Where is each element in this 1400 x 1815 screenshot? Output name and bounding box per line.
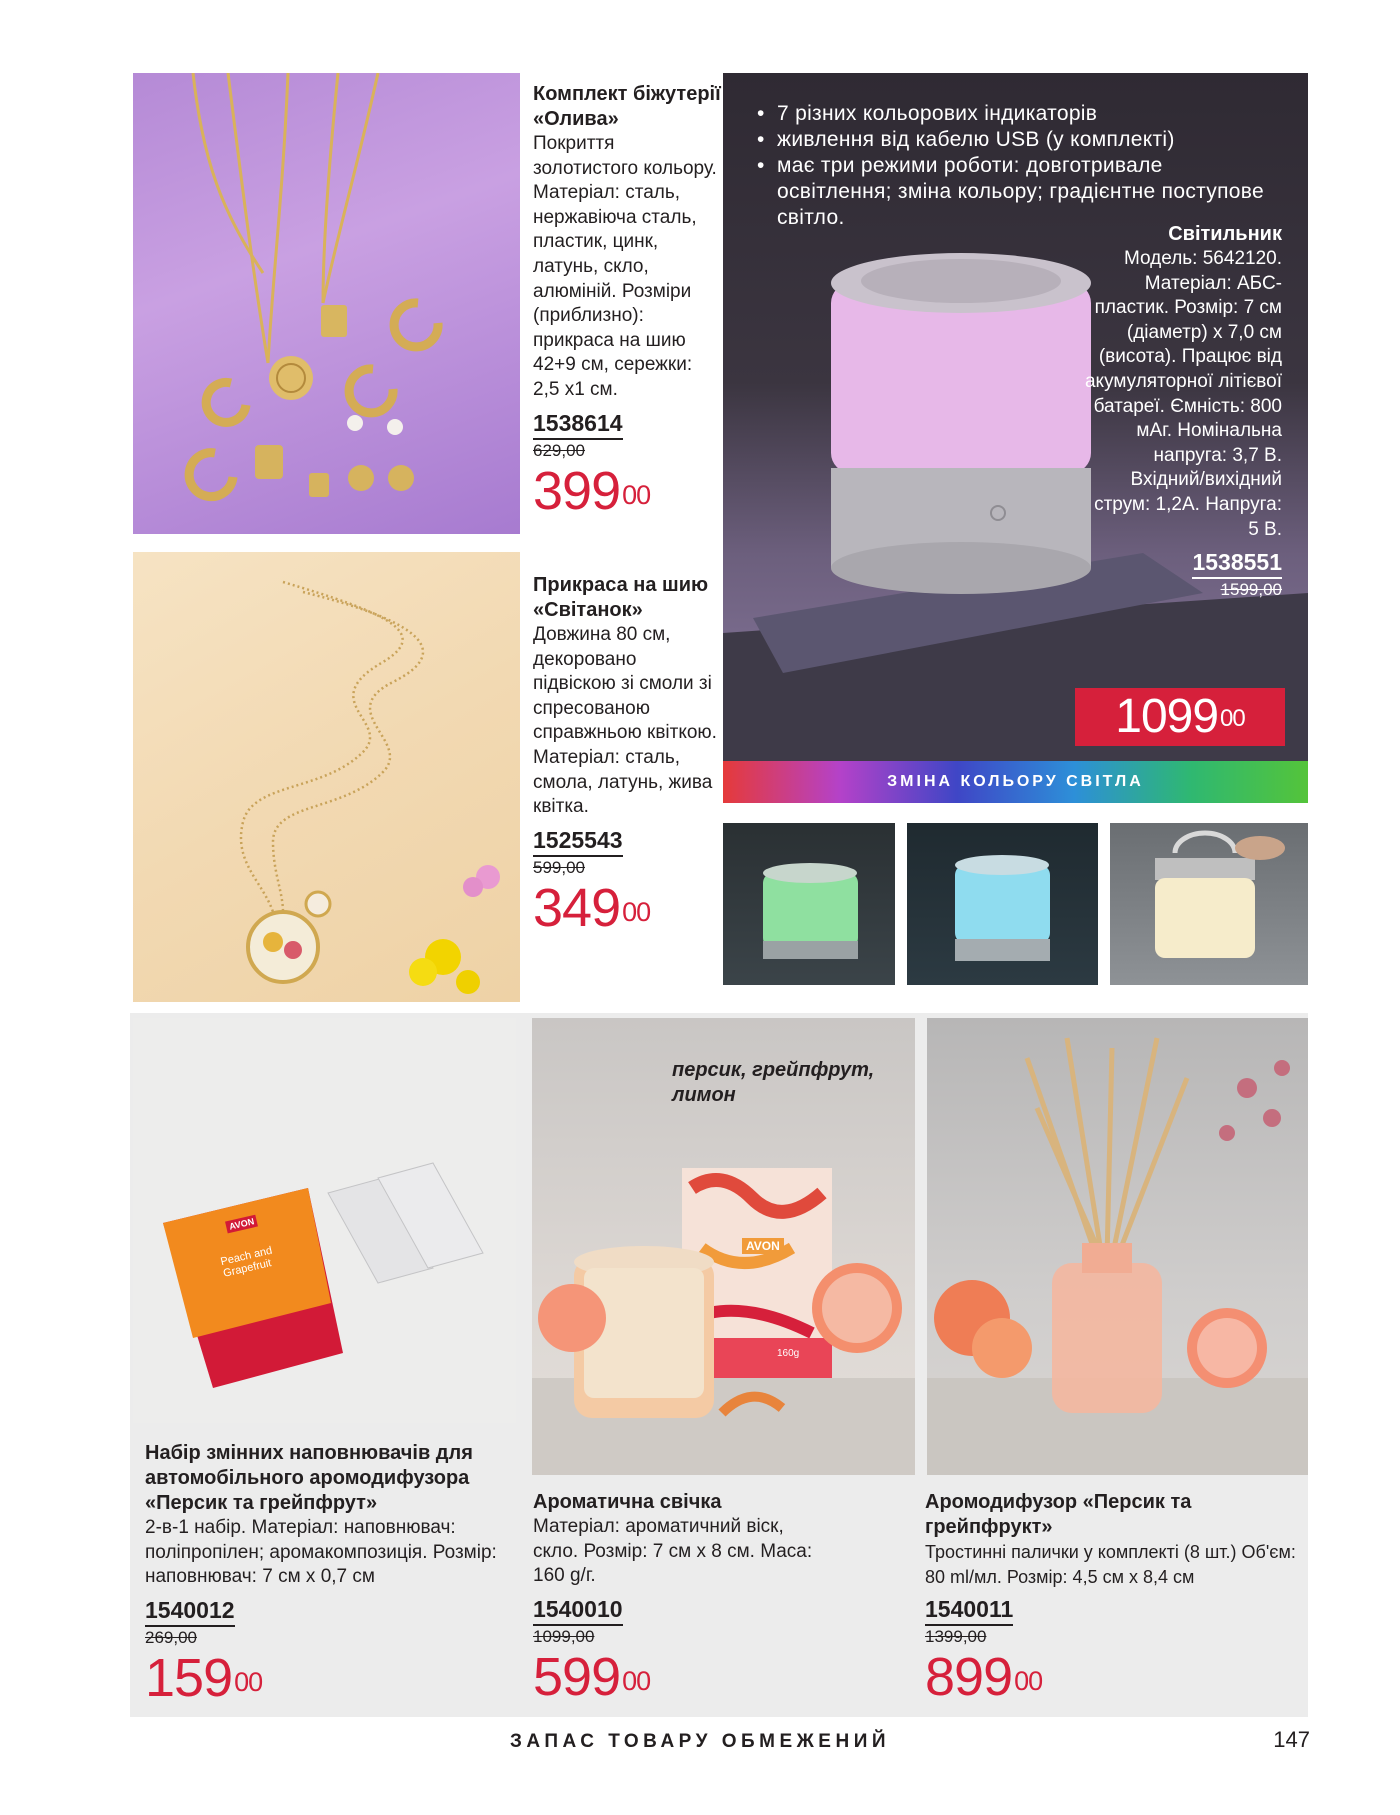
lamp-bullet: • живлення від кабелю USB (у комплекті) bbox=[757, 128, 1175, 151]
candle-old-price: 1099,00 bbox=[533, 1626, 595, 1646]
lamp-info bbox=[1082, 222, 1282, 601]
refills-info bbox=[145, 1441, 525, 1707]
necklace-code: 1525543 bbox=[533, 826, 623, 857]
diffuser-description: Тростинні палички у комплекті (8 шт.) Об'єм: 80 ml/мл. Розмір: 4,5 см х 8,4 см bbox=[925, 1542, 1296, 1587]
necklace-price: $349^{00}$ bbox=[533, 877, 651, 938]
candle-scent: персик, грейпфрут, лимон bbox=[672, 1059, 875, 1106]
refills-price: $159^{00}$ bbox=[145, 1647, 263, 1708]
diffuser-old-price: 1399,00 bbox=[925, 1627, 987, 1647]
candle-price: $599^{00}$ bbox=[533, 1646, 651, 1707]
lamp-bullet: • 7 різних кольорових індикаторів bbox=[757, 102, 1098, 125]
jewelry-set-old-price: 629,00 bbox=[533, 440, 585, 460]
lamp-price-box bbox=[1075, 688, 1285, 746]
necklace-description: Довжина 80 см, декоровано підвіскою зі смоли зі спресованою справжньою квіткою. Матеріал: сталь, смола, латунь, жива квітка. bbox=[533, 624, 717, 818]
diffuser-code: 1540011 bbox=[925, 1595, 1013, 1626]
lamp-color-banner bbox=[723, 761, 1308, 803]
refills-old-price: 269,00 bbox=[145, 1627, 197, 1647]
diffuser-photo bbox=[927, 1018, 1308, 1475]
lamp-bullet: • має три режими роботи: довготривале освітлення; зміна кольору; градієнтне поступове світло. bbox=[757, 154, 1264, 229]
jewelry-set-price: $399^{00}$ bbox=[533, 460, 651, 521]
refills-photo bbox=[133, 1018, 516, 1423]
diffuser-title: Аромодифузор «Персик та грейпфрукт» bbox=[925, 1491, 1192, 1538]
candle-description: Матеріал: ароматичний віск, скло. Розмір: 7 см х 8 см. Маса: 160 g/г. bbox=[533, 1516, 813, 1587]
lamp-blue-photo bbox=[907, 823, 1098, 985]
lamp-handheld-photo bbox=[1110, 823, 1308, 985]
refills-description: 2-в-1 набір. Матеріал: наповнювач: поліпропілен; аромакомпозиція. Розмір: наповнювач: 7 см х 0,7 см bbox=[145, 1517, 497, 1588]
lamp-price: 1099$^{00}$ bbox=[1115, 690, 1245, 743]
necklace-info bbox=[533, 573, 723, 937]
refills-pack-brand: AVON bbox=[225, 1215, 258, 1234]
lamp-bullets bbox=[757, 101, 1277, 231]
lamp-green-photo bbox=[723, 823, 895, 985]
lamp-code: 1538551 bbox=[1192, 548, 1282, 579]
jewelry-set-description: Покриття золотистого кольору. Матеріал: сталь, нержавіюча сталь, пластик, цинк, латунь, скло, алюміній. Розміри (приблизно): прикраса на шию 42+9 см, сережки: 2,5 х1 см. bbox=[533, 133, 717, 400]
candle-info bbox=[533, 1490, 893, 1706]
refills-pack-text: Peach and Grapefruit bbox=[219, 1244, 274, 1280]
lamp-banner-text: ЗМІНА КОЛЬОРУ СВІТЛА bbox=[887, 773, 1144, 790]
page-number: 147 bbox=[1273, 1727, 1310, 1752]
necklace-photo bbox=[133, 552, 520, 1002]
lamp-old-price: 1599,00 bbox=[1220, 580, 1282, 600]
diffuser-price: $899^{00}$ bbox=[925, 1647, 1043, 1708]
jewelry-set-title: Комплект біжутерії «Олива» bbox=[533, 83, 721, 130]
necklace-old-price: 599,00 bbox=[533, 857, 585, 877]
candle-code: 1540010 bbox=[533, 1595, 623, 1626]
candle-title: Ароматична свічка bbox=[533, 1491, 722, 1513]
lamp-title: Світильник bbox=[1168, 223, 1282, 245]
diffuser-info bbox=[925, 1490, 1305, 1706]
stock-limited-notice: ЗАПАС ТОВАРУ ОБМЕЖЕНИЙ bbox=[509, 1731, 891, 1752]
jewelry-set-info bbox=[533, 82, 721, 520]
jewelry-set-code: 1538614 bbox=[533, 409, 623, 440]
refills-code: 1540012 bbox=[145, 1596, 235, 1627]
necklace-title: Прикраса на шию «Світанок» bbox=[533, 574, 709, 621]
jewelry-set-photo bbox=[133, 73, 520, 534]
candle-box-weight: 160g bbox=[777, 1348, 800, 1359]
refills-title: Набір змінних наповнювачів для автомобільного аромодифузора «Персик та грейпфрут» bbox=[145, 1442, 473, 1514]
lamp-description: Модель: 5642120. Матеріал: АБС-пластик. Розмір: 7 см (діаметр) х 7,0 см (висота). Працює від акумуляторної літієвої батареї. Ємність: 800 мАг. Номінальна напруга: 3,7 В. Вхідний/вихідний струм: 1,2А. Напруга: 5 В. bbox=[1084, 248, 1282, 540]
candle-box-brand: AVON bbox=[742, 1238, 784, 1254]
